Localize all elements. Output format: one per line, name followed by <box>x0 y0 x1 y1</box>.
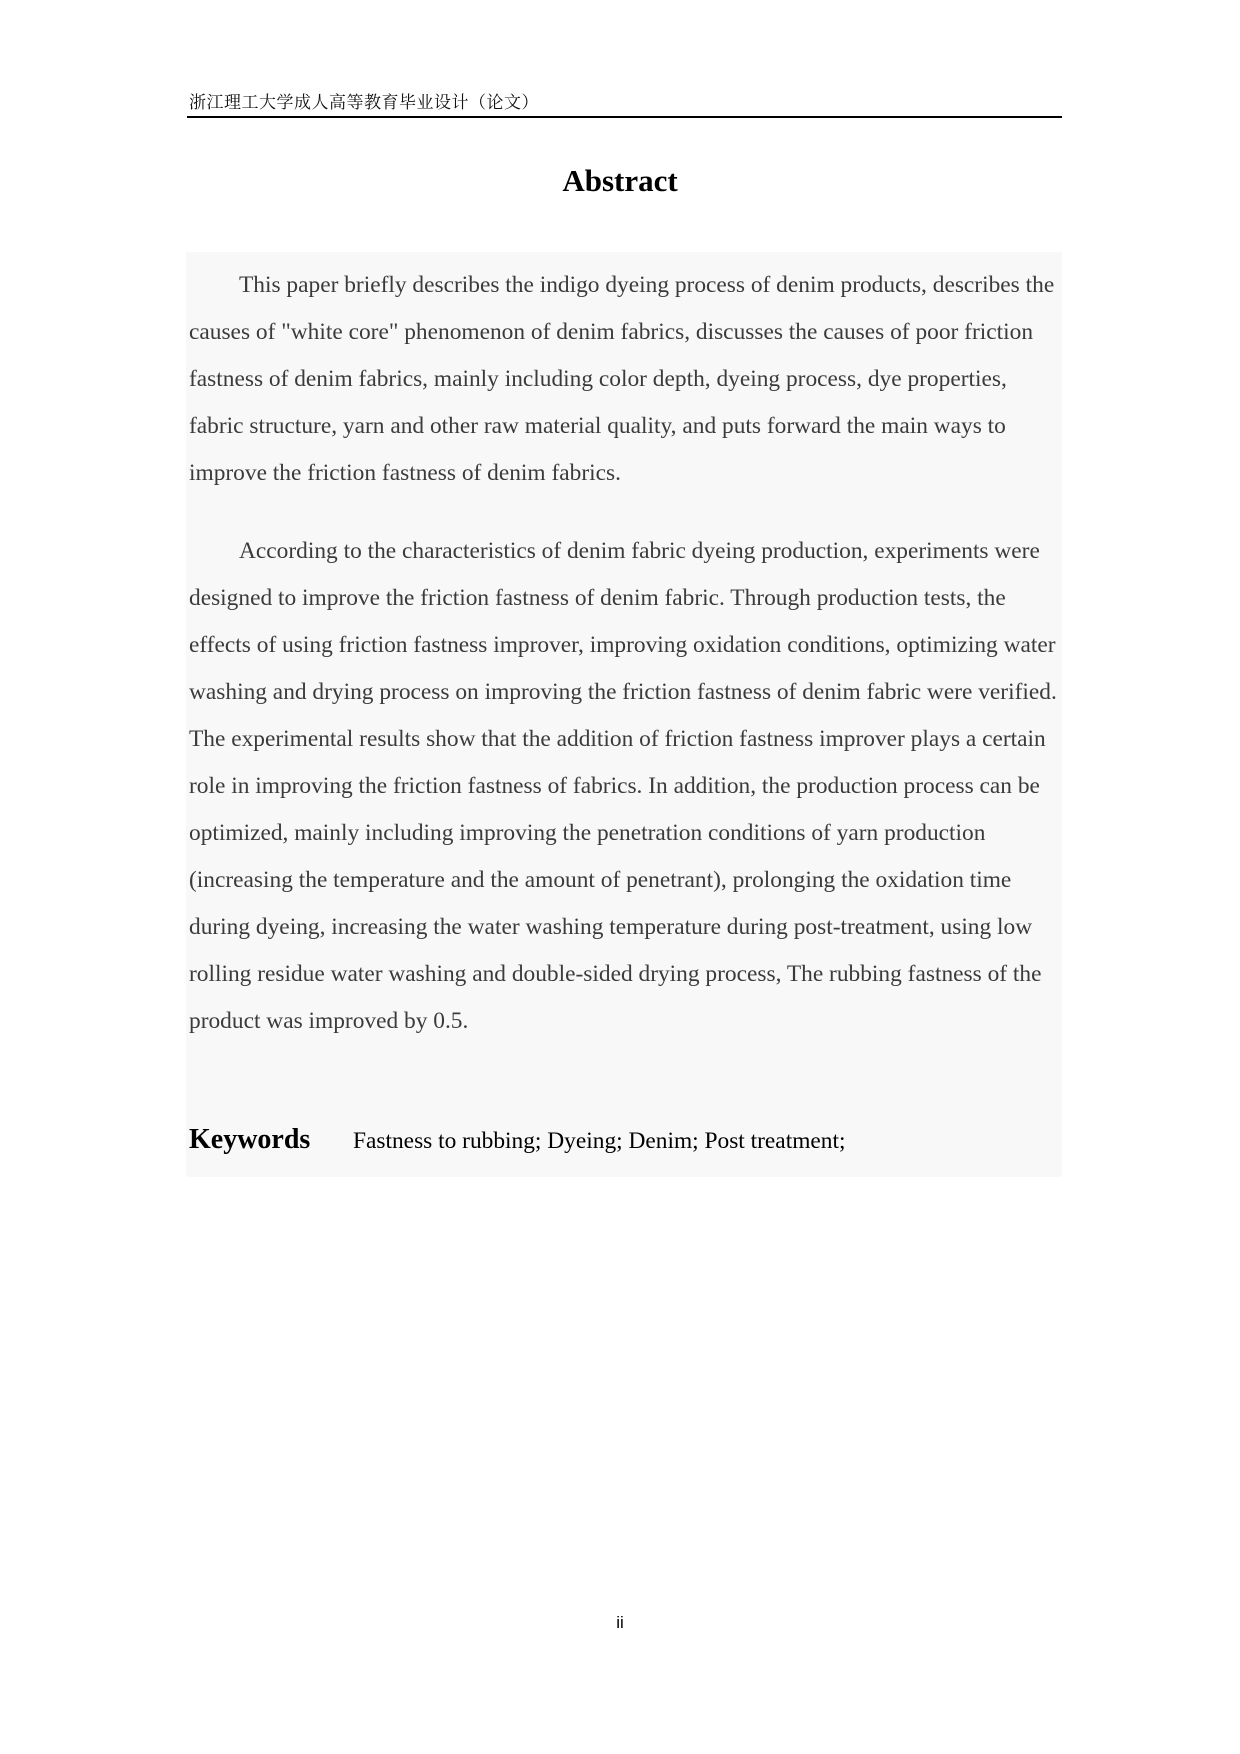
abstract-paragraph-1: This paper briefly describes the indigo dyeing process of denim products, describes the causes of "white core" phenomenon of denim fabrics, discusses the causes of poor friction fastness of denim fabrics, mainly including color depth, dyeing process, dye properties, fabric structure, yarn and other raw material quality, and puts forward the main ways to improve the friction fastness of denim fabrics. <box>189 272 1055 486</box>
keywords-label: Keywords <box>189 1124 311 1155</box>
page-title: Abstract <box>562 163 678 198</box>
running-header <box>187 86 1062 118</box>
keywords-line <box>189 1124 845 1156</box>
header-text: 浙江理工大学成人高等教育毕业设计（论文） <box>189 93 539 113</box>
abstract-paragraph-2: According to the characteristics of denim fabric dyeing production, experiments were designed to improve the friction fastness of denim fabric. Through production tests, the effects of using friction fastness improver, improving oxidation conditions, optimizing water washing and drying process on improving the friction fastness of denim fabric were verified. The experimental results show that the addition of friction fastness improver plays a certain role in improving the friction fastness of fabrics. In addition, the production process can be optimized, mainly including improving the penetration conditions of yarn production (increasing the temperature and the amount of penetrant), prolonging the oxidation time during dyeing, increasing the water washing temperature during post-treatment, using low rolling residue water washing and double-sided drying process, The rubbing fastness of the product was improved by 0.5. <box>189 538 1057 1034</box>
keywords-value: Fastness to rubbing; Dyeing; Denim; Post treatment; <box>353 1128 846 1154</box>
abstract-box <box>186 252 1062 1177</box>
page-number: ii <box>616 1613 624 1632</box>
